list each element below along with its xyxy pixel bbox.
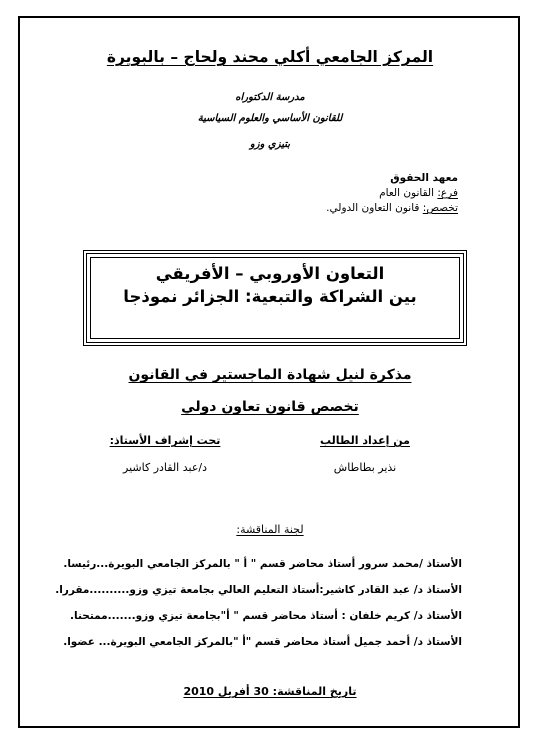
doctoral-school-line-3: بتيزي وزو (249, 139, 291, 150)
supervisor-name: د/عبد القادر كاشير (123, 461, 207, 474)
committee-member: الأستاذ د/ أحمد جميل أستاذ محاضر قسم "أ "بالمركز الجامعي البويرة... عضوا. (63, 636, 462, 648)
thesis-title-line-1: التعاون الأوروبي – الأفريقي (155, 264, 385, 283)
institute-name: معهد الحقوق (390, 172, 458, 184)
committee-heading: لجنة المناقشة: (236, 523, 304, 536)
university-name: المركز الجامعي أكلي محند ولحاج – بالبويرة (106, 48, 434, 66)
committee-member: الأستاذ د/ كريم خلفان : أستاذ محاضر قسم " أ"بجامعة تيزي وزو.......ممتحنا. (70, 610, 462, 622)
institute-specialty (326, 201, 458, 215)
doctoral-school-line-2: للقانون الأساسي والعلوم السياسية (197, 113, 343, 124)
committee-member: الأستاذ د/ عبد القادر كاشير:أستاذ التعليم العالي بجامعة تيزي وزو..........مقررا. (55, 584, 462, 596)
defense-date: تاريخ المناقشة: 30 أفريل 2010 (183, 685, 357, 698)
student-name: نذير بطاطاش (333, 461, 397, 474)
institute-branch (379, 186, 458, 200)
specialty-label: تخصص: (422, 202, 458, 214)
committee-member: الأستاذ /محمد سرور أستاذ محاضر قسم " أ " بالمركز الجامعي البويرة...رئيسا. (63, 558, 462, 570)
thesis-purpose-line-1: مذكرة لنيل شهادة الماجستير في القانون (128, 367, 412, 383)
student-heading: من إعداد الطالب (320, 434, 410, 447)
specialty-value: قانون التعاون الدولي. (326, 202, 423, 214)
thesis-title-line-2: بين الشراكة والتبعية: الجزائر نموذجا (123, 287, 417, 306)
supervisor-heading: تحت إشراف الأستاذ: (109, 434, 221, 447)
thesis-purpose-line-2: تخصص قانون تعاون دولي (181, 399, 359, 415)
branch-value: القانون العام (379, 187, 438, 199)
branch-label: فرع: (437, 187, 458, 199)
doctoral-school-line-1: مدرسة الدكتوراه (235, 92, 305, 103)
